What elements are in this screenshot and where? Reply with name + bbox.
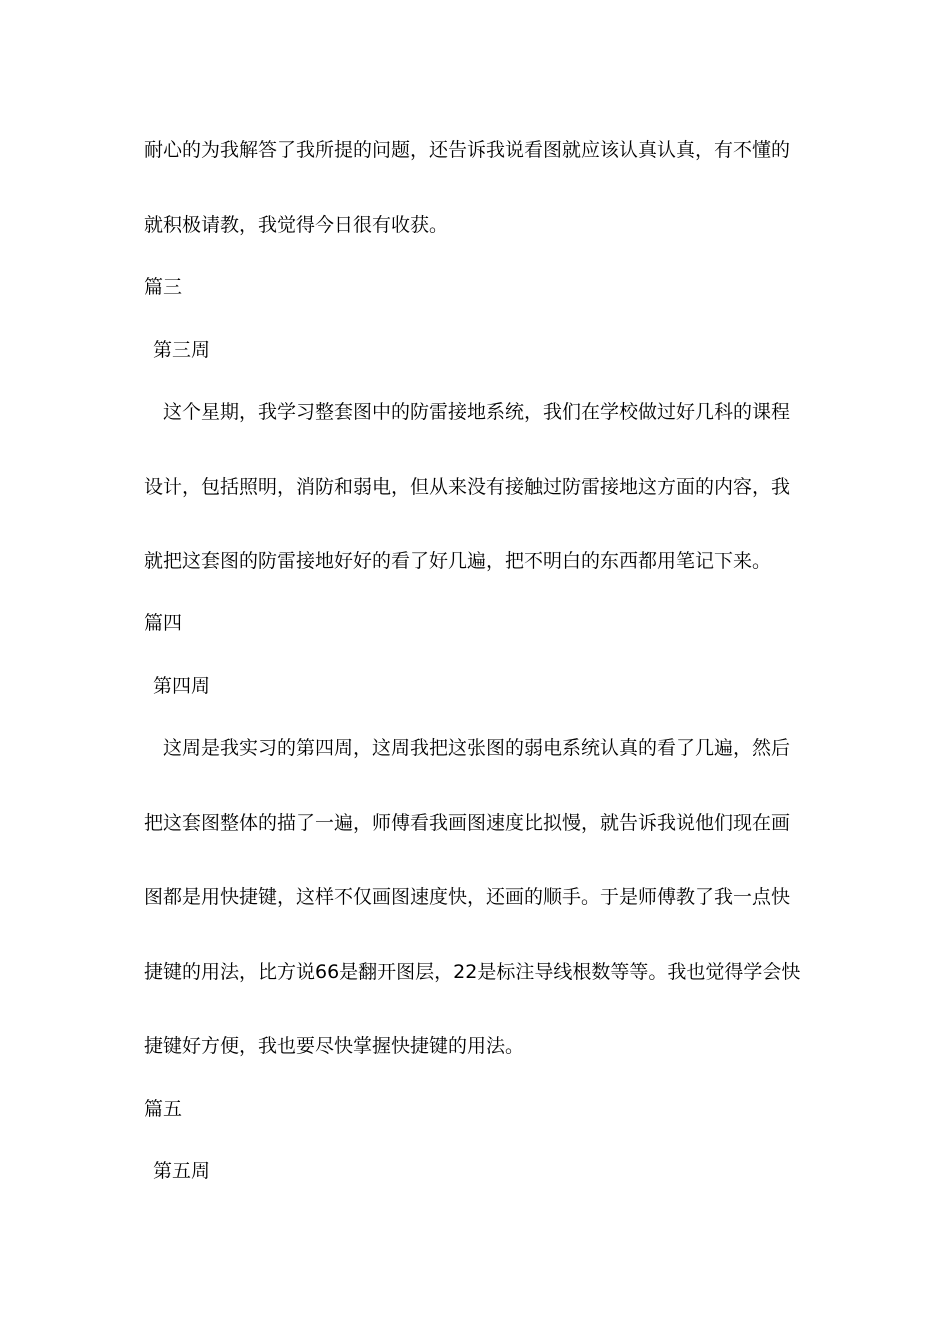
section-heading: 篇三 <box>144 276 183 298</box>
week-heading: 第四周 <box>153 675 211 697</box>
week-heading: 第三周 <box>153 339 211 361</box>
paragraph-line: 这周是我实习的第四周，这周我把这张图的弱电系统认真的看了几遍，然后 <box>163 737 791 759</box>
paragraph-line: 图都是用快捷键，这样不仅画图速度快，还画的顺手。于是师傅教了我一点快 <box>144 886 791 908</box>
paragraph-line: 设计，包括照明，消防和弱电，但从来没有接触过防雷接地这方面的内容，我 <box>144 476 791 498</box>
section-heading: 篇四 <box>144 612 183 634</box>
paragraph-line: 把这套图整体的描了一遍，师傅看我画图速度比拟慢，就告诉我说他们现在画 <box>144 812 791 834</box>
week-heading: 第五周 <box>153 1160 211 1182</box>
paragraph-line: 捷键好方便，我也要尽快掌握快捷键的用法。 <box>144 1035 525 1057</box>
paragraph-line: 就把这套图的防雷接地好好的看了好几遍，把不明白的东西都用笔记下来。 <box>144 550 772 572</box>
paragraph-line: 这个星期，我学习整套图中的防雷接地系统，我们在学校做过好几科的课程 <box>163 401 791 423</box>
paragraph-line: 耐心的为我解答了我所提的问题，还告诉我说看图就应该认真认真，有不懂的 <box>144 139 791 161</box>
paragraph-line: 捷键的用法，比方说66是翻开图层，22是标注导线根数等等。我也觉得学会快 <box>144 961 801 983</box>
paragraph-line: 就积极请教，我觉得今日很有收获。 <box>144 214 449 236</box>
section-heading: 篇五 <box>144 1098 183 1120</box>
